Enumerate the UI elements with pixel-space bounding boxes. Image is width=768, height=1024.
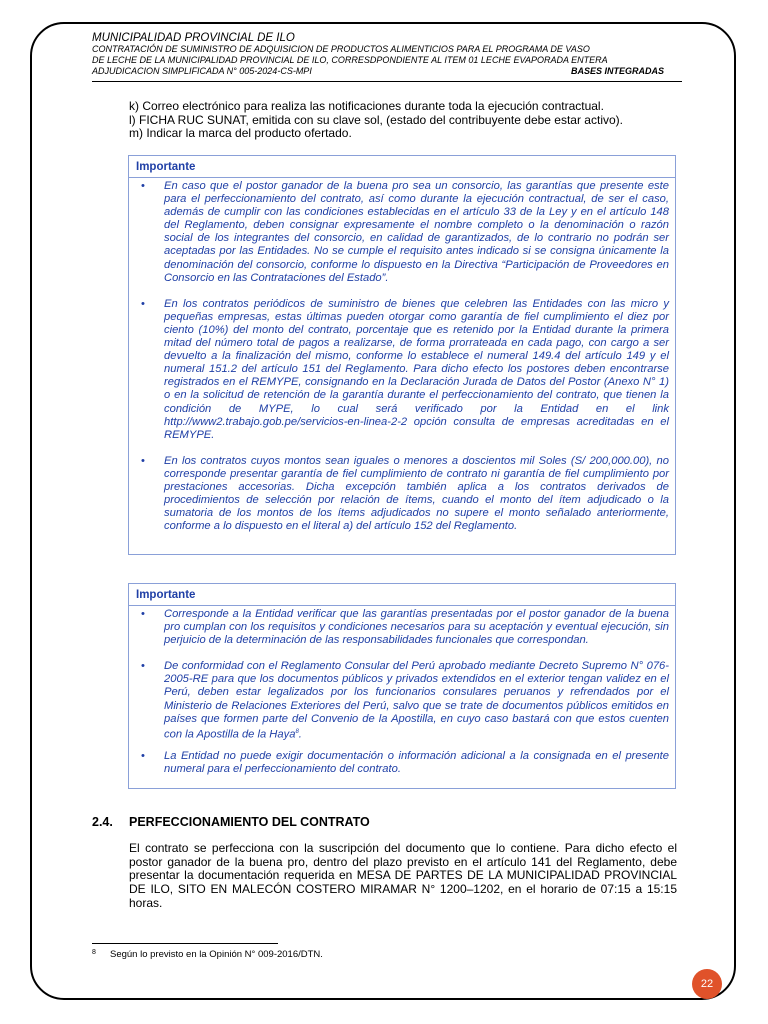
list-item-l: l) FICHA RUC SUNAT, emitida con su clave sol, (estado del contribuyente debe estar activo). [129,112,623,127]
section-heading [92,815,370,829]
header-adjudicacion-row [92,66,682,77]
important-box-validation [128,583,676,789]
footnote [92,949,323,960]
list-item [129,455,675,534]
requirements-list [129,100,689,141]
list-item-text: De conformidad con el Reglamento Consular del Perú aprobado mediante Decreto Supremo N° 076-2005-RE para que los documentos públicos y privados extendidos en el exterior tengan validez en el Perú, deben estar legalizados por los funcionarios consulares peruanos y refrendados por el Ministerio de Relaciones Exteriores del Perú, salvo que se trate de documentos públicos emitidos en países que formen parte del Convenio de la Apostilla, en cuyo caso bastará con que estos cuenten con la Apostilla de la Haya [164,660,669,741]
list-item [129,180,675,285]
footnote-divider [92,943,278,944]
important-box-list [129,178,675,533]
page-number-badge: 22 [692,969,722,999]
bullet-icon: • [141,749,145,762]
section-title: PERFECCIONAMIENTO DEL CONTRATO [129,815,370,829]
list-item: • De conformidad con el Reglamento Consular del Perú aprobado mediante Decreto Supremo N° 076-2005-RE para que los documentos públicos y privados extendidos en el exterior tengan validez en el Perú, deben estar legalizados por los funcionarios consulares peruanos y refrendados por el Ministerio de Relaciones Exteriores del Perú, salvo que se trate de documentos públicos emitidos en países que formen parte del Convenio de la Apostilla, en cuyo caso bastará con que estos cuenten con la Apostilla de la Haya$^8$. [141,660,669,741]
bullet-icon: • [141,297,145,310]
list-item [129,608,675,647]
footnote-text: Según lo previsto en la Opinión N° 009-2016/DTN. [110,949,323,960]
bullet-icon: • [141,454,145,467]
header-divider [92,81,682,82]
header-municipality: MUNICIPALIDAD PROVINCIAL DE ILO [92,32,295,44]
list-item-text: La Entidad no puede exigir documentación o información adicional a la consignada en el presente numeral para el perfeccionamiento del contrato. [164,749,669,775]
bullet-icon: • [141,180,145,192]
important-box-list [129,606,675,776]
list-item-m: m) Indicar la marca del producto ofertado. [129,126,352,141]
bullet-icon: • [141,660,145,673]
section-body: El contrato se perfecciona con la suscripción del documento que lo contiene. Para dicho efecto el postor ganador de la buena pro, dentro del plazo previsto en el artículo 141 del Reglamento, debe presentar la documentación requerida en MESA DE PARTES DE LA MUNICIPALIDAD PROVINCIAL DE ILO, SITO EN MALECÓN COSTERO MIRAMAR N° 1200–1202, en el horario de 07:15 a 15:15 horas. [129,841,677,910]
footnote-mark: 8 [92,949,96,956]
header-adjudicacion: ADJUDICACION SIMPLIFICADA N° 005-2024-CS-MPI [92,66,312,76]
list-item-text: En los contratos cuyos montos sean iguales o menores a doscientos mil Soles (S/ 200,000.00), no corresponde presentar garantía de fiel cumplimiento de contrato ni garantía de fiel cumplimiento por prestaciones accesorias. Dicha excepción también aplica a los contratos derivados de procedimientos de selección por relación de ítems, cuando el monto del ítem adjudicado o la sumatoria de los montos de los ítems adjudicados no supere el monto señalado anteriormente, conforme a lo dispuesto en el literal a) del artículo 152 del Reglamento. [164,454,669,533]
footnote-reference: 8 [295,728,299,735]
important-box-title: Importante [129,584,675,606]
header-contract-line-2: DE LECHE DE LA MUNICIPALIDAD PROVINCIAL DE ILO, CORRESDPONDIENTE AL ITEM 01 LECHE EVAPORADA ENTERA [92,55,608,65]
document-header [92,33,682,77]
list-item-text: En los contratos periódicos de suministro de bienes que celebren las Entidades con las micro y pequeñas empresas, estas últimas pueden otorgar como garantía de fiel cumplimiento el diez por ciento (10%) del monto del contrato, porcentaje que es retenido por la Entidad durante la primera mitad del número total de pagos a realizarse, de forma prorrateada en cada pago, con cargo a ser devuelto a la finalización del mismo, conforme lo establece el numeral 149.4 del artículo 149 y el numeral 151.2 del artículo 151 del Reglamento. Para dicho efecto los postores deben encontrarse registrados en el REMYPE, consignando en la Declaración Jurada de Datos del Postor (Anexo N° 1) o en la solicitud de retención de la garantía durante el perfeccionamiento del contrato, que tienen la condición de MYPE, lo cual será verificado por la Entidad en el link http://www2.trabajo.gob.pe/servicios-en-linea-2-2 opción consulta de empresas acreditadas en el REMYPE. [164,297,669,441]
section-number: 2.4. [92,815,113,829]
important-box-title: Importante [129,156,675,178]
bullet-icon: • [141,608,145,620]
list-item-k: k) Correo electrónico para realiza las notificaciones durante toda la ejecución contractual. [129,99,604,113]
important-box-guarantees [128,155,676,555]
list-item-text: En caso que el postor ganador de la buena pro sea un consorcio, las garantías que presente este para el perfeccionamiento del contrato, así como durante la ejecución contractual, de ser el caso, además de cumplir con las condiciones establecidas en el artículo 33 de la Ley y en el artículo 148 del Reglamento, deben consignar expresamente el nombre completo o la denominación o razón social de los integrantes del consorcio, en calidad de garantizados, de lo contrario no podrán ser aceptadas por las Entidades. No se cumple el requisito antes indicado si se consigna únicamente la denominación del consorcio, conforme lo dispuesto en la Directiva “Participación de Proveedores en Consorcio en las Contrataciones del Estado”. [164,180,669,284]
header-bases-integradas: BASES INTEGRADAS [570,66,664,76]
list-item [129,298,675,442]
list-item [129,750,675,776]
header-contract-line-1: CONTRATACIÓN DE SUMINISTRO DE ADQUISICION DE PRODUCTOS ALIMENTICIOS PARA EL PROGRAMA DE VASO [92,44,590,54]
list-item-text: Corresponde a la Entidad verificar que las garantías presentadas por el postor ganador de la buena pro cumplan con los requisitos y condiciones necesarios para su aceptación y eventual ejecución, sin perjuicio de la determinación de las responsabilidades funcionales que correspondan. [164,608,669,647]
